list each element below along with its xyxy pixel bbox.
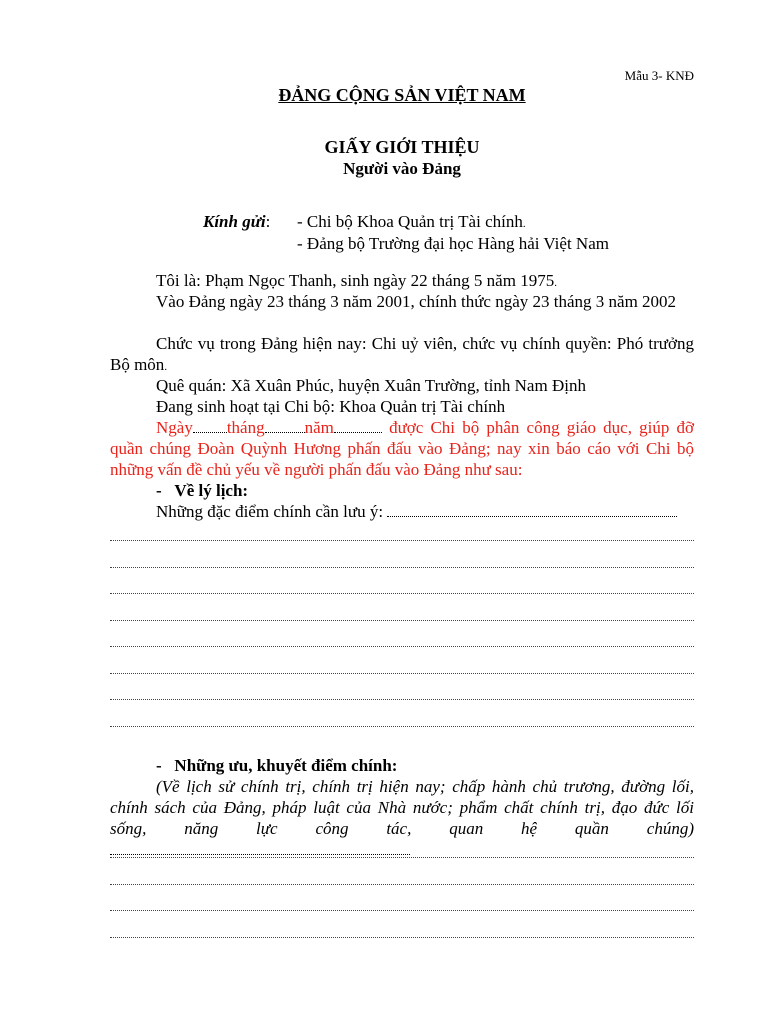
blank-answer-line[interactable] xyxy=(110,646,694,647)
background-prompt-line xyxy=(156,501,694,522)
blank-answer-line[interactable] xyxy=(110,726,694,727)
blank-answer-line[interactable] xyxy=(110,937,694,938)
form-code: Mẫu 3- KNĐ xyxy=(624,68,694,83)
day-label: Ngày xyxy=(156,418,193,437)
bullet: - xyxy=(156,756,162,775)
document-subtitle: Người vào Đảng xyxy=(343,159,461,178)
blank-answer-line[interactable] xyxy=(110,699,694,700)
strengths-note xyxy=(110,776,694,860)
background-prompt: Những đặc điểm chính cần lưu ý: xyxy=(156,502,384,521)
month-blank[interactable] xyxy=(265,420,305,433)
section-strengths-heading xyxy=(156,755,696,776)
blank-answer-line[interactable] xyxy=(110,857,694,858)
small-dot: . xyxy=(522,218,526,230)
recipient-line xyxy=(297,212,526,232)
intro-party-dates: Vào Đảng ngày 23 tháng 3 năm 2001, chính thức ngày 23 tháng 3 năm 2002 xyxy=(156,292,677,311)
recipient-line: - Đảng bộ Trường đại học Hàng hải Việt Nam xyxy=(297,234,609,253)
intro-hometown: Quê quán: Xã Xuân Phúc, huyện Xuân Trường, tỉnh Nam Định xyxy=(156,376,586,395)
strengths-answer-blank[interactable] xyxy=(110,842,410,855)
recipient-line-text: - Chi bộ Khoa Quản trị Tài chính xyxy=(297,212,523,231)
section-heading: Về lý lịch: xyxy=(174,481,249,500)
blank-answer-line[interactable] xyxy=(110,593,694,594)
section-heading: Những ưu, khuyết điểm chính: xyxy=(174,756,398,775)
blank-answer-line[interactable] xyxy=(110,884,694,885)
document-title: GIẤY GIỚI THIỆU xyxy=(324,137,480,157)
year-label: năm xyxy=(304,418,334,437)
intro-position-text: Chức vụ trong Đảng hiện nay: Chi uỷ viên, chức vụ chính quyền: Phó trưởng Bộ môn xyxy=(110,334,694,374)
bullet: - xyxy=(156,481,162,500)
background-answer-blank[interactable] xyxy=(387,504,677,517)
day-blank[interactable] xyxy=(193,420,227,433)
intro-name-text: Tôi là: Phạm Ngọc Thanh, sinh ngày 22 tháng 5 năm 1975 xyxy=(156,271,555,290)
blank-answer-line[interactable] xyxy=(110,673,694,674)
assignment-paragraph xyxy=(110,417,694,480)
recipients-label-text: Kính gửi xyxy=(203,212,266,231)
month-label: tháng xyxy=(226,418,265,437)
section-background-heading xyxy=(156,480,696,501)
blank-answer-line[interactable] xyxy=(110,567,694,568)
year-blank[interactable] xyxy=(334,420,382,433)
intro-chapter: Đang sinh hoạt tại Chi bộ: Khoa Quản trị Tài chính xyxy=(156,397,506,416)
blank-answer-line[interactable] xyxy=(110,910,694,911)
recipients-colon: : xyxy=(265,212,271,231)
small-dot: . xyxy=(164,361,168,373)
blank-answer-line[interactable] xyxy=(110,620,694,621)
intro-position-line xyxy=(110,333,694,378)
small-dot: . xyxy=(554,277,557,289)
blank-answer-line[interactable] xyxy=(110,540,694,541)
assignment-text: được Chi bộ phân công giáo dục, giúp đỡ quần chúng Đoàn Quỳnh Hương phấn đấu vào Đảng; nay xin báo cáo với Chi bộ những vấn đề chủ yếu về người phấn đấu vào Đảng như sau: xyxy=(110,418,695,479)
strengths-note-text: (Về lịch sử chính trị, chính trị hiện nay; chấp hành chủ trương, đường lối, chính sách của Đảng, pháp luật của Nhà nước; phẩm chất chính trị, đạo đức lối sống, năng lực công tác, quan hệ quần chúng) xyxy=(110,777,694,838)
recipients-label xyxy=(203,212,270,232)
party-name-heading: ĐẢNG CỘNG SẢN VIỆT NAM xyxy=(278,85,526,105)
